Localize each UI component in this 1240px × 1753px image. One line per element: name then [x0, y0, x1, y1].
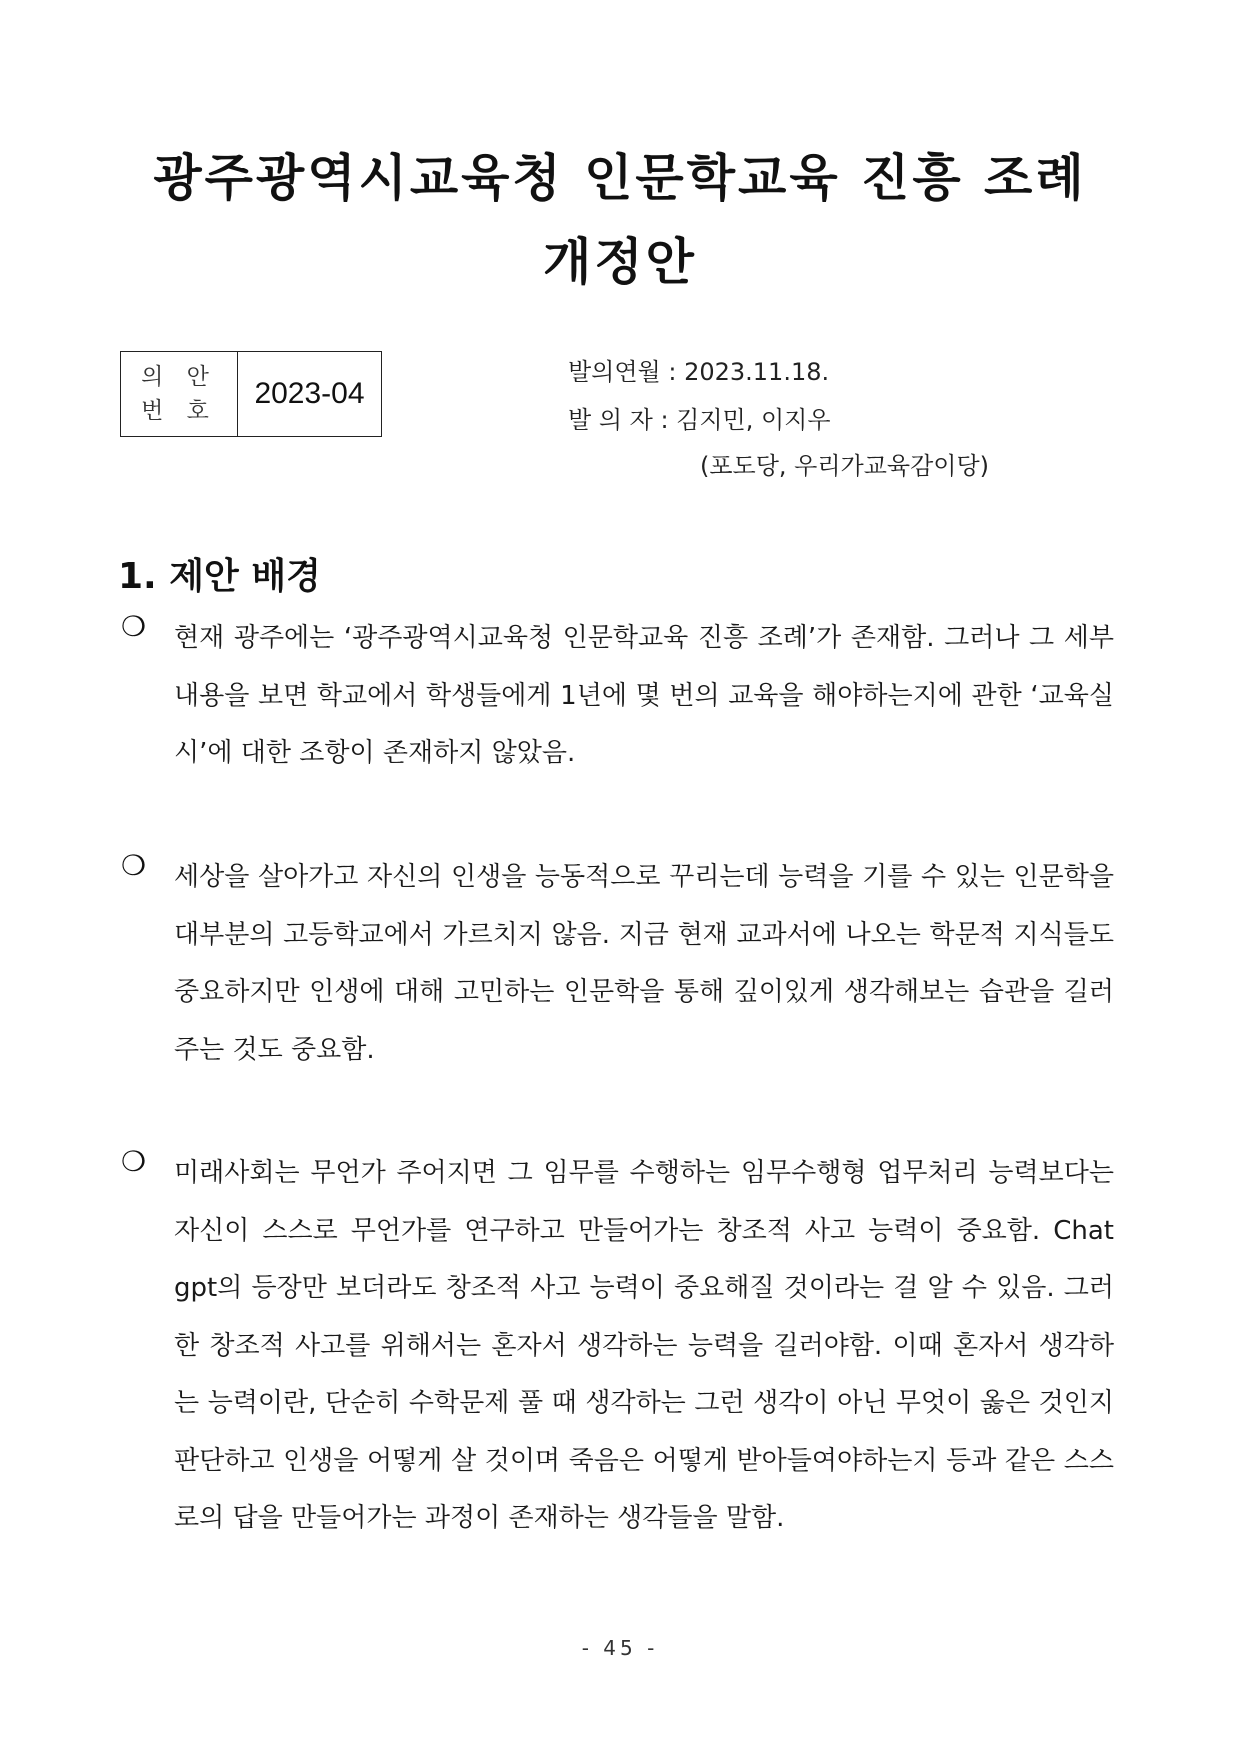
proposer-parties: (포도당, 우리가교육감이당) — [700, 452, 990, 480]
bill-number-box — [120, 351, 382, 437]
section-heading: 1. 제안 배경 — [118, 556, 321, 597]
paragraph-1: 현재 광주에는 ‘광주광역시교육청 인문학교육 진흥 조례’가 존재함. 그러나 그 세부 내용을 보면 학교에서 학생들에게 1년에 몇 번의 교육을 해야하는지에 관한 ‘교육실시’에 대한 조항이 존재하지 않았음. — [174, 623, 1114, 768]
bill-number-value: 2023-04 — [254, 377, 365, 410]
paragraph-2: 세상을 살아가고 자신의 인생을 능동적으로 꾸리는데 능력을 기를 수 있는 인문학을 대부분의 고등학교에서 가르치지 않음. 지금 현재 교과서에 나오는 학문적 지식들도 중요하지만 인생에 대해 고민하는 인문학을 통해 깊이있게 생각해보는 습관을 길러주는 것도 중요함. — [174, 862, 1114, 1065]
proposers: 발 의 자 : 김지민, 이지우 — [568, 406, 831, 434]
paragraph-3: 미래사회는 무언가 주어지면 그 임무를 수행하는 임무수행형 업무처리 능력보다는 자신이 스스로 무언가를 연구하고 만들어가는 창조적 사고 능력이 중요함. Chat gpt의 등장만 보더라도 창조적 사고 능력이 중요해질 것이라는 걸 알 수 있음. 그러한 창조적 사고를 위해서는 혼자서 생각하는 능력을 길러야함. 이때 혼자서 생각하는 능력이란, 단순히 수학문제 풀 때 생각하는 그런 생각이 아닌 무엇이 옳은 것인지 판단하고 인생을 어떻게 살 것이며 죽음은 어떻게 받아들여야하는지 등과 같은 스스로의 답을 만들어가는 과정이 존재하는 생각들을 말함. — [174, 1158, 1114, 1533]
proposal-date: 발의연월 : 2023.11.18. — [568, 358, 830, 386]
page-number: - 45 - — [581, 1636, 659, 1660]
document-title: 광주광역시교육청 인문학교육 진흥 조례 — [153, 149, 1087, 207]
bullet-icon: ❍ — [121, 849, 147, 882]
bullet-icon: ❍ — [121, 610, 147, 643]
bill-label-line2: 번 호 — [141, 398, 217, 424]
bullet-icon: ❍ — [121, 1145, 147, 1178]
bill-number-label — [121, 352, 238, 436]
bill-label-line1: 의 안 — [141, 364, 217, 390]
document-title-line2: 개정안 — [543, 233, 697, 291]
